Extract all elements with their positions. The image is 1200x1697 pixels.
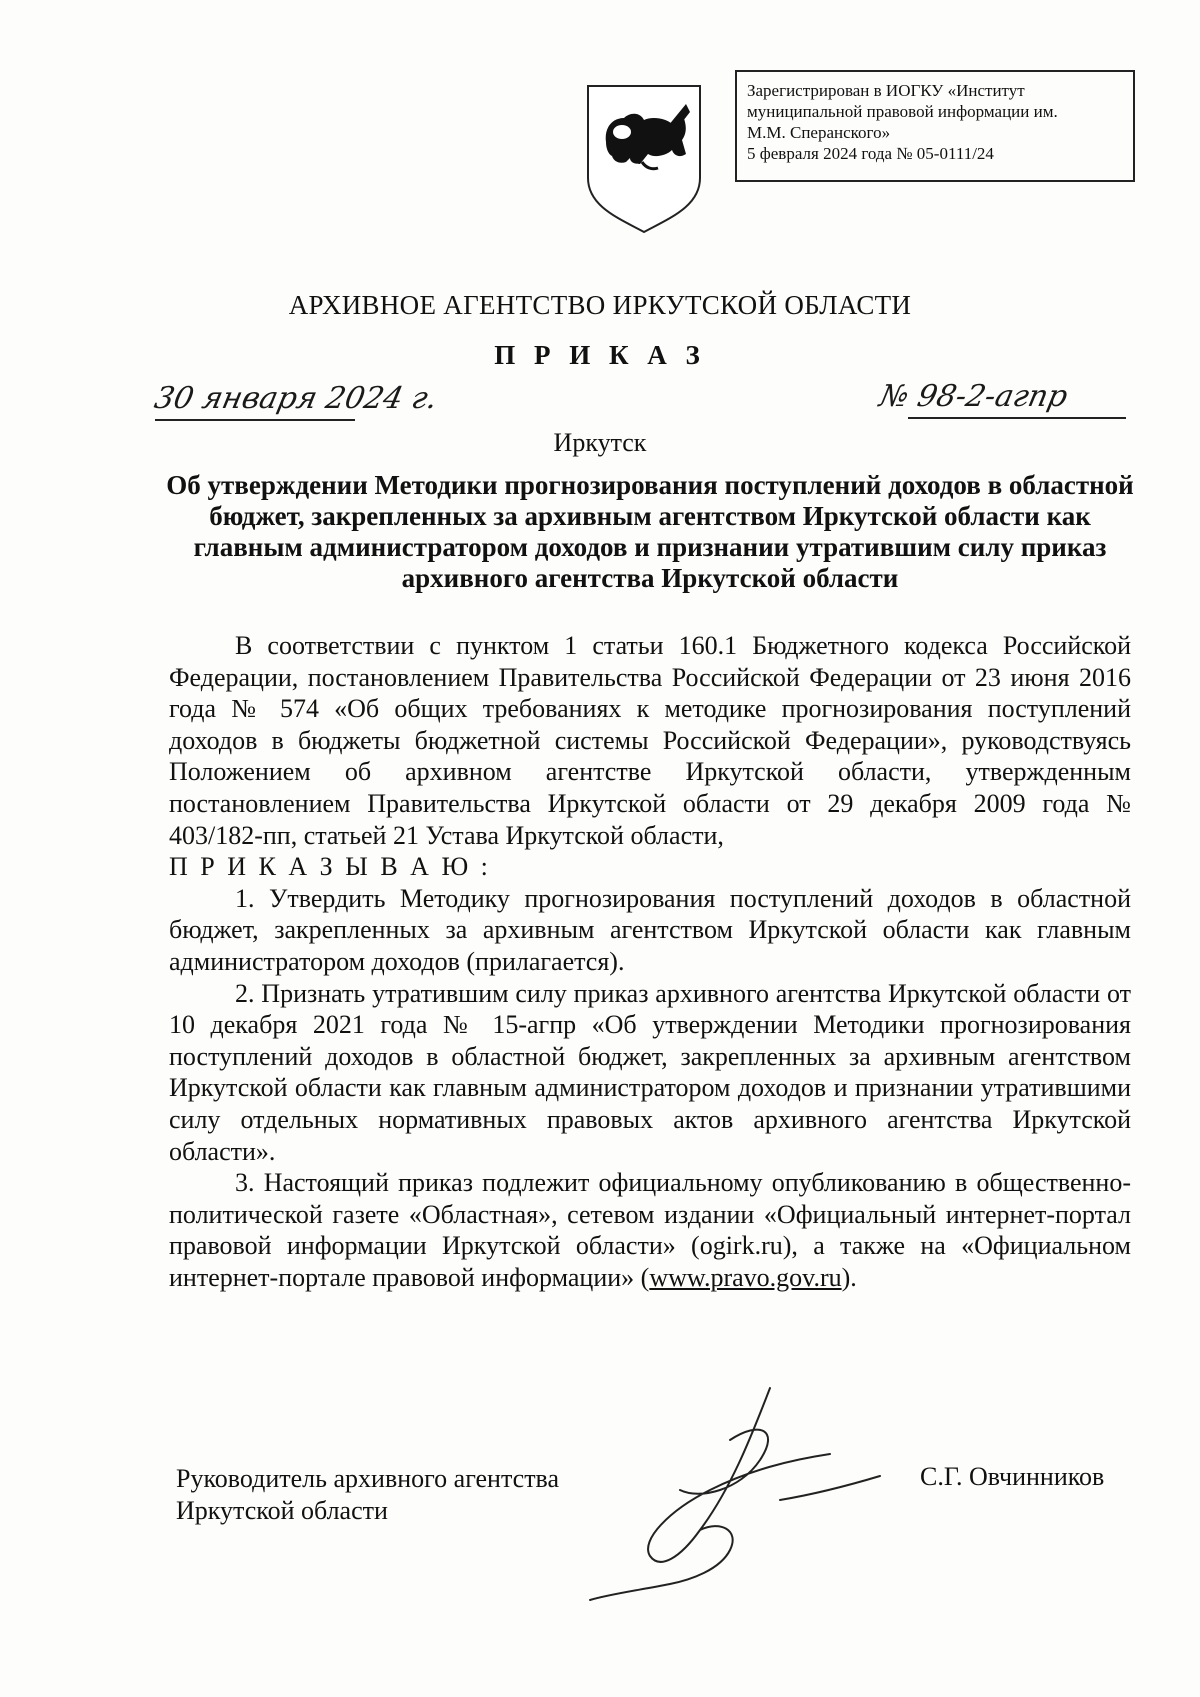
registration-line-4: 5 февраля 2024 года № 05-0111/24 [747,144,994,163]
pravo-gov-link[interactable]: www.pravo.gov.ru [649,1262,842,1292]
document-type: П Р И К А З [494,340,706,370]
order-item-3 [169,1167,1131,1293]
order-word: П Р И К А З Ы В А Ю : [169,852,491,882]
signatory-role-line-2: Иркутской области [176,1496,388,1525]
document-title: Об утверждении Методики прогнозирования поступлений доходов в областной бюджет, закрепленных за архивным агентством Иркутской области как главным администратором доходов и признании утратившим силу приказ архивного агентства Иркутской области [166,470,1134,593]
handwritten-signature-icon [580,1380,910,1610]
handwritten-number-text: № 98-2-агпр [876,379,1071,414]
document-body [169,630,1131,1293]
order-item-2: 2. Признать утратившим силу приказ архивного агентства Иркутской области от 10 декабря 2021 года № 15-агпр «Об утверждении Методики прогнозирования поступлений доходов в областной бюджет, закрепленных за архивным агентством Иркутской области как главным администратором доходов и признании утратившими силу отдельных нормативных правовых актов архивного агентства Иркутской области». [169,978,1131,1166]
signatory-role [176,1463,559,1527]
order-item-1: 1. Утвердить Методику прогнозирования поступлений доходов в областной бюджет, закрепленных за архивным агентством Иркутской области как главным администратором доходов (прилагается). [169,883,1131,976]
signatory-role-line-1: Руководитель архивного агентства [176,1464,560,1493]
agency-name: АРХИВНОЕ АГЕНТСТВО ИРКУТСКОЙ ОБЛАСТИ [288,290,912,320]
handwritten-date [151,375,495,433]
coat-of-arms-icon [582,82,706,234]
signatory-name: С.Г. Овчинников [920,1462,1105,1491]
registration-stamp [735,70,1135,182]
registration-line-1: Зарегистрирован в ИОГКУ «Институт [747,81,1025,100]
number-underline [908,417,1126,419]
city: Иркутск [553,428,647,457]
date-underline [155,419,355,421]
order-item-3-end: ). [841,1262,857,1292]
handwritten-number [876,375,1130,433]
preamble-paragraph: В соответствии с пунктом 1 статьи 160.1 Бюджетного кодекса Российской Федерации, постановлением Правительства Российской Федерации от 23 июня 2016 года № 574 «Об общих требованиях к методике прогнозирования поступлений доходов в бюджеты бюджетной системы Российской Федерации», руководствуясь Положением об архивном агентстве Иркутской области, утвержденным постановлением Правительства Иркутской области от 29 декабря 2009 года № 403/182-пп, статьей 21 Устава Иркутской области, [169,631,1131,850]
registration-line-2: муниципальной правовой информации им. [747,102,1058,121]
registration-line-3: М.М. Сперанского» [747,123,891,142]
order-item-3-text: 3. Настоящий приказ подлежит официальному опубликованию в общественно-политической газете «Областная», сетевом издании «Официальный интернет-портал правовой информации Иркутской области» (ogirk.ru), а также на «Официальном интернет-портале правовой информации» ( [169,1168,1131,1292]
handwritten-date-text: 30 января 2024 г. [151,381,441,416]
